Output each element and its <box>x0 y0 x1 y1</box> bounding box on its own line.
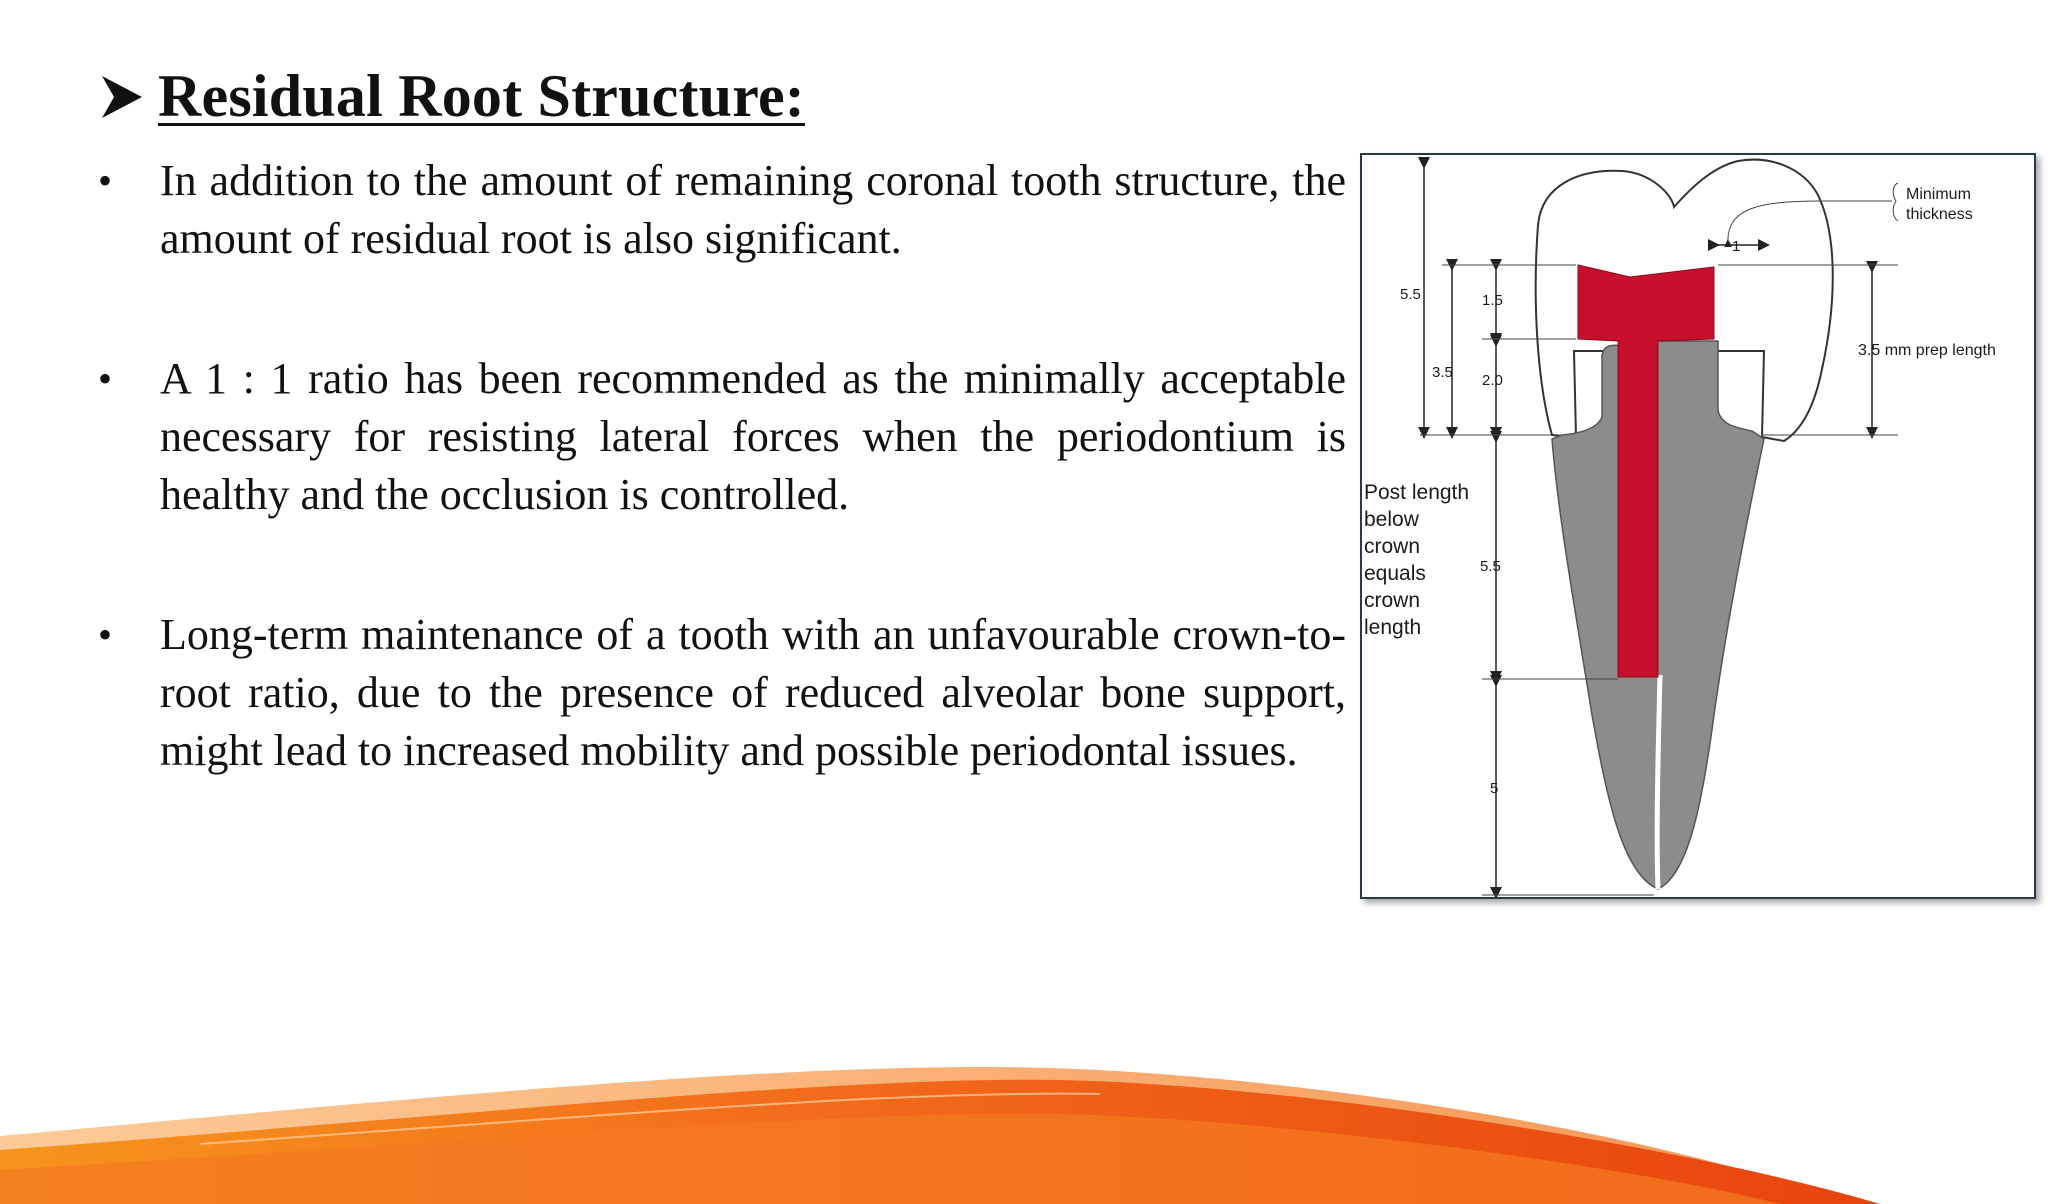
post-note-line: length <box>1364 616 1422 639</box>
bullet-text: Long-term maintenance of a tooth with an unfavourable crown-to-root ratio, due to the presence of reduced alveolar bone support, might lead to increased mobility and possible periodontal issues. <box>160 610 1346 775</box>
dim-label-apical: 5 <box>1490 780 1499 797</box>
prep-length-label: 3.5 mm prep length <box>1858 342 1996 359</box>
bullet-list <box>96 152 1346 780</box>
bullet-dot-icon: • <box>98 158 113 203</box>
bullet-item <box>96 606 1346 780</box>
bullet-text: A 1 : 1 ratio has been recommended as the minimally acceptable necessary for resisting lateral forces when the periodontium is healthy and the occlusion is controlled. <box>160 354 1346 519</box>
post-note-line: below <box>1364 508 1419 531</box>
slide-title: Residual Root Structure: <box>158 63 805 129</box>
bullet-dot-icon: • <box>98 612 113 657</box>
dim-label-crown: 5.5 <box>1400 286 1421 303</box>
post-note-line: crown <box>1364 589 1421 612</box>
dim-label-ferrule: 2.0 <box>1482 372 1503 389</box>
min-thickness-label-line1: Minimum <box>1906 186 1971 203</box>
post-note-line: Post length <box>1364 481 1470 504</box>
decorative-wave <box>0 1040 2048 1204</box>
dim-label-width: 1 <box>1732 238 1741 255</box>
arrowhead-bullet-icon <box>100 74 144 120</box>
dim-label-core: 1.5 <box>1482 292 1503 309</box>
bullet-dot-icon: • <box>98 356 113 401</box>
tooth-diagram-svg <box>1362 155 2034 897</box>
bullet-item <box>96 350 1346 524</box>
min-thickness-label-line2: thickness <box>1906 206 1973 223</box>
post-note-line: crown <box>1364 535 1421 558</box>
slide-heading <box>100 62 805 131</box>
bullet-text: In addition to the amount of remaining coronal tooth structure, the amount of residual root is also significant. <box>160 156 1346 263</box>
root-canal-line <box>1657 675 1660 889</box>
dim-label-post: 5.5 <box>1480 558 1501 575</box>
bullet-item <box>96 152 1346 268</box>
post-note-line: equals <box>1364 562 1426 585</box>
tooth-diagram <box>1360 153 2036 899</box>
dim-label-prep-inner: 3.5 <box>1432 364 1453 381</box>
